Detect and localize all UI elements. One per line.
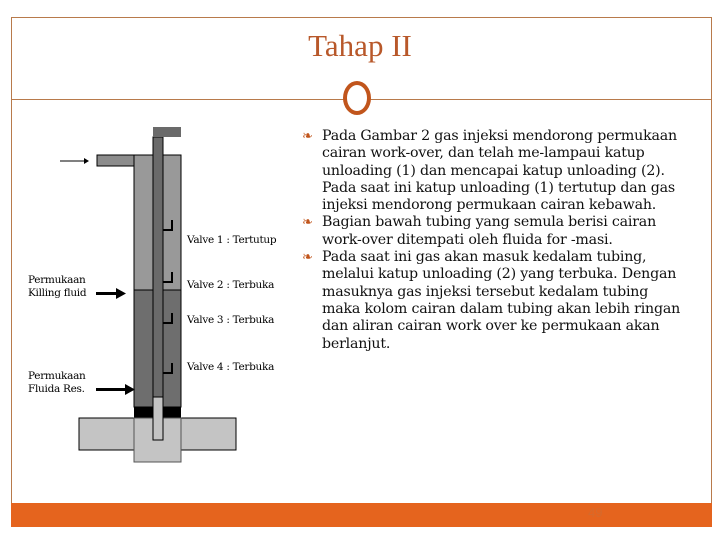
valve-4-label: Valve 4 : Terbuka (187, 361, 275, 373)
side-inlet-pipe (97, 155, 134, 166)
page-number: 49 (588, 505, 603, 520)
valve-2-label: Valve 2 : Terbuka (187, 279, 275, 291)
valve-3-label: Valve 3 : Terbuka (187, 314, 275, 326)
well-diagram (0, 0, 320, 540)
wellhead-cap (153, 127, 181, 137)
scroll-bullet-icon: ❧ (302, 250, 313, 266)
bullet-item: ❧ Bagian bawah tubing yang semula berisi cairan work-over ditempati oleh fluida for -masi. (302, 214, 657, 248)
scroll-bullet-icon: ❧ (302, 129, 313, 144)
decorative-ring-icon (343, 81, 371, 115)
tubing (153, 137, 163, 397)
footer-bar (11, 503, 712, 527)
valve-1-label: Valve 1 : Tertutup (187, 234, 277, 246)
scroll-bullet-icon: ❧ (302, 215, 313, 231)
tubing-bottom (153, 397, 163, 440)
bullet-item: ❧ Pada saat ini gas akan masuk kedalam tubing, melalui katup unloading (2) yang terbuka. Dengan masuknya gas injeksi tersebut kedalam tubing maka kolom cairan dalam tubing akan lebih ringan dan aliran cairan work over ke permukaan akan berlanjut. (302, 249, 681, 352)
slide-title: Tahap II (308, 28, 412, 63)
killing-fluid-label: Permukaan Killing fluid (28, 274, 87, 299)
killing-fluid-arrow-icon (116, 288, 126, 299)
well-schematic (0, 0, 320, 540)
bullet-list (302, 128, 682, 353)
fluida-res-label: Permukaan Fluida Res. (28, 370, 86, 395)
bullet-item: ❧ Pada Gambar 2 gas injeksi mendorong permukaan cairan work-over, dan telah me-lampaui katup unloading (1) dan mencapai katup unloading (2). Pada saat ini katup unloading (1) tertutup dan gas injeksi mendorong permukaan cairan kebawah. (302, 128, 677, 214)
